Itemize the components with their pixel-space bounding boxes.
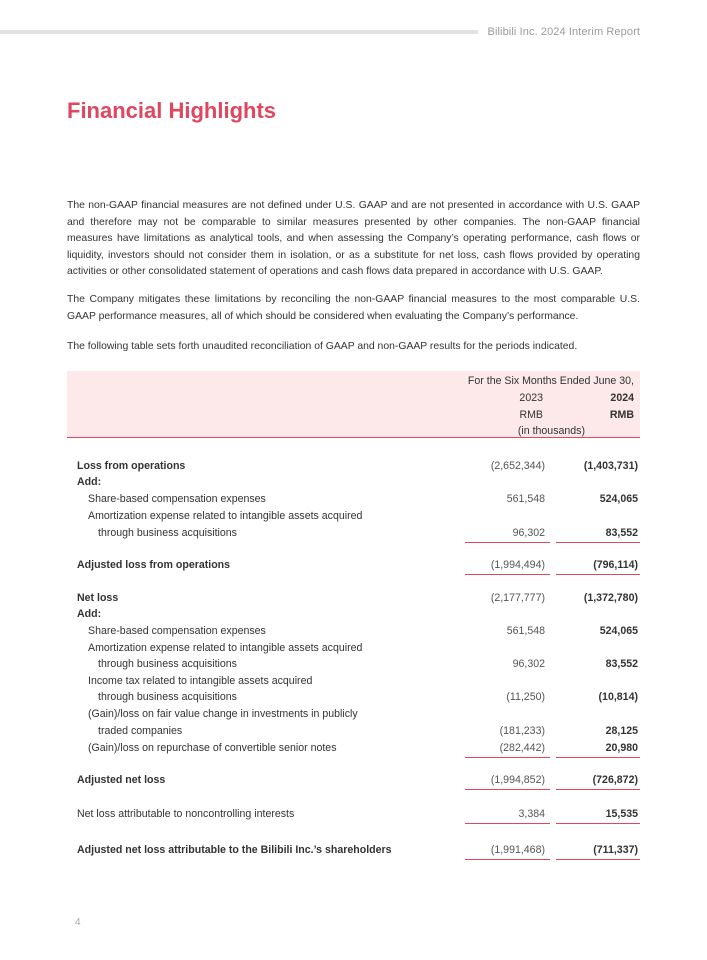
value-2023: 3,384: [518, 808, 545, 820]
row-label: Share-based compensation expenses: [88, 493, 266, 505]
currency-2024-header: RMB: [609, 409, 634, 421]
table-row-adjusted-net-loss: [67, 774, 640, 790]
table-row-add: [67, 476, 640, 492]
page-title: Financial Highlights: [67, 98, 277, 123]
value-2023: (1,994,494): [490, 559, 545, 571]
paragraph-non-gaap-definition: The non-GAAP financial measures are not defined under U.S. GAAP and are not presented in accordance with U.S. GAAP and therefore may not be comparable to similar measures presented by other companies. The non-GAAP financial measures have limitations as analytical tools, and when assessing the Company’s operating performance, cash flows or liquidity, investors should not consider them in isolation, or as a substitute for net loss, cash flows provided by operating activities or other consolidated statement of operations and cash flows data prepared in accordance with U.S. GAAP.: [67, 200, 640, 277]
currency-2023-header: RMB: [519, 409, 543, 421]
table-row-adjusted-loss-from-operations: [67, 559, 640, 575]
table-row-amortization-label: [67, 642, 640, 658]
value-2024: (10,814): [598, 691, 638, 703]
running-header: Bilibili Inc. 2024 Interim Report: [487, 26, 640, 38]
table-row-fair-value-label: [67, 708, 640, 724]
period-header: For the Six Months Ended June 30,: [467, 375, 634, 387]
value-2023: (2,652,344): [490, 460, 545, 472]
table-row-net-loss: [67, 592, 640, 608]
table-row-share-based-compensation: [67, 493, 640, 509]
paragraph-table-intro: The following table sets forth unaudited reconciliation of GAAP and non-GAAP results for the periods indicated.: [67, 341, 578, 352]
table-row-convertible-notes: [67, 742, 640, 758]
table-row-loss-from-operations: [67, 460, 640, 476]
year-2024-header: 2024: [610, 392, 634, 404]
table-row-income-tax-label: [67, 675, 640, 691]
row-label: (Gain)/loss on repurchase of convertible senior notes: [88, 742, 337, 754]
unit-header: (in thousands): [517, 425, 585, 437]
subtotal-underline: [465, 757, 550, 758]
value-2023: (11,250): [506, 691, 545, 703]
value-2024: 83,552: [605, 658, 638, 670]
table-row-income-tax: [67, 691, 640, 707]
total-underline: [556, 789, 640, 790]
page-number: 4: [75, 917, 81, 928]
value-2024: 83,552: [605, 527, 638, 539]
table-row-amortization: [67, 527, 640, 543]
row-label: Adjusted net loss: [77, 774, 166, 786]
value-2023: (181,233): [499, 725, 545, 737]
total-underline: [465, 859, 550, 860]
table-row-amortization: [67, 658, 640, 674]
total-underline: [465, 789, 550, 790]
row-label: Add:: [77, 608, 102, 620]
total-underline: [556, 574, 640, 575]
table-row-share-based-compensation: [67, 625, 640, 641]
subtotal-underline: [556, 823, 640, 824]
subtotal-underline: [556, 542, 640, 543]
value-2023: (282,442): [499, 742, 545, 754]
paragraph-mitigation: The Company mitigates these limitations by reconciling the non-GAAP financial measures to the most comparable U.S. GAAP performance measures, all of which should be considered when evaluating the Company’s performance.: [67, 294, 640, 322]
table-header: [67, 371, 640, 438]
row-label: Add:: [77, 476, 102, 488]
value-2023: (2,177,777): [490, 592, 545, 604]
value-2024: 524,065: [599, 625, 638, 637]
row-label: Net loss: [77, 592, 119, 604]
table-row-fair-value: [67, 725, 640, 741]
header-rule: [0, 30, 478, 34]
row-label: Amortization expense related to intangible assets acquired: [88, 510, 363, 522]
subtotal-underline: [465, 542, 550, 543]
value-2024: (796,114): [593, 559, 638, 571]
subtotal-underline: [556, 757, 640, 758]
row-label: Share-based compensation expenses: [88, 625, 266, 637]
row-label: Adjusted net loss attributable to the Bilibili Inc.’s shareholders: [77, 844, 392, 856]
value-2023: (1,991,468): [490, 844, 545, 856]
subtotal-underline: [465, 823, 550, 824]
row-label: (Gain)/loss on fair value change in investments in publicly: [88, 708, 358, 720]
row-label: Loss from operations: [77, 460, 186, 472]
value-2024: (1,403,731): [583, 460, 638, 472]
value-2024: (1,372,780): [583, 592, 638, 604]
value-2024: (726,872): [592, 774, 638, 786]
value-2023: (1,994,852): [490, 774, 545, 786]
table-row-adjusted-net-loss-shareholders: [67, 844, 640, 860]
value-2024: 15,535: [605, 808, 638, 820]
value-2023: 96,302: [512, 527, 545, 539]
row-label: traded companies: [98, 725, 183, 737]
value-2024: (711,337): [593, 844, 638, 856]
year-2023-header: 2023: [519, 392, 543, 404]
row-label: through business acquisitions: [98, 527, 237, 539]
total-underline: [465, 574, 550, 575]
row-label: Amortization expense related to intangible assets acquired: [88, 642, 363, 654]
value-2024: 28,125: [605, 725, 638, 737]
value-2024: 524,065: [599, 493, 638, 505]
table-row-amortization-label: [67, 510, 640, 526]
value-2024: 20,980: [605, 742, 638, 754]
row-label: through business acquisitions: [98, 658, 237, 670]
row-label: Adjusted loss from operations: [77, 559, 231, 571]
table-row-noncontrolling-interests: [67, 808, 640, 824]
table-row-add: [67, 608, 640, 624]
value-2023: 561,548: [506, 493, 545, 505]
row-label: Net loss attributable to noncontrolling interests: [77, 808, 295, 820]
value-2023: 561,548: [506, 625, 545, 637]
value-2023: 96,302: [512, 658, 545, 670]
total-underline: [556, 859, 640, 860]
row-label: through business acquisitions: [98, 691, 237, 703]
row-label: Income tax related to intangible assets acquired: [88, 675, 313, 687]
